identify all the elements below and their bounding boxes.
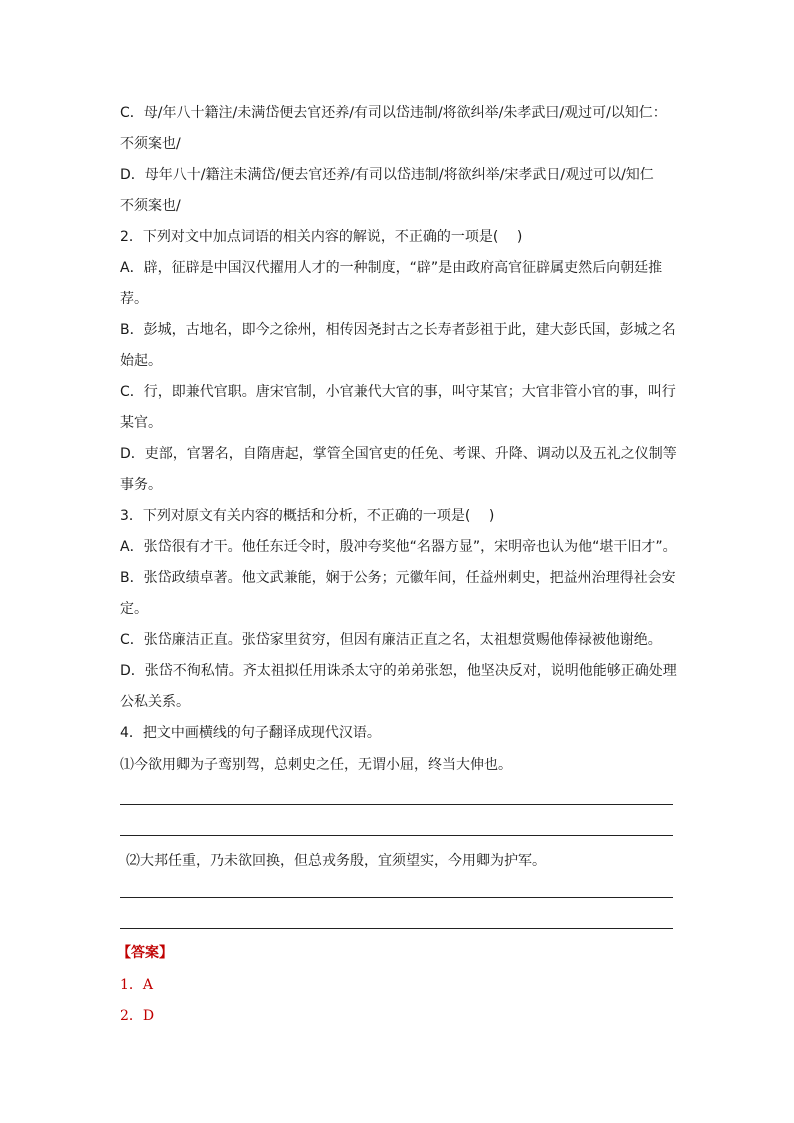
q3-option-a-line1: A．张岱很有才干。他任东迁令时，殷冲夸奖他“名器方显”，宋明帝也认为他“堪干旧才”。 [120,539,677,555]
q2-option-d-line1: D．吏部，官署名，自隋唐起，掌管全国官吏的任免、考课、升降、调动以及五礼之仪制等 [120,446,677,462]
answer-heading: 【答案】 [117,945,173,961]
q3-option-d-line2: 公私关系。 [120,694,190,710]
answer-blank-line [120,835,673,836]
q2-stem: 2．下列对文中加点词语的相关内容的解说，不正确的一项是( ) [120,229,523,245]
q1-option-d-line1: D．母年八十/籍注未满岱/便去官还养/有司以岱违制/将欲纠举/宋孝武日/观过可以/知仁 [120,167,654,183]
q3-option-b-line2: 定。 [120,601,148,617]
q3-option-d-line1: D．张岱不徇私情。齐太祖拟任用诛杀太守的弟弟张恕，他坚决反对，说明他能够正确处理 [120,663,677,679]
q2-option-c-line1: C．行，即兼代官职。唐宋官制，小官兼代大官的事，叫守某官；大官非管小官的事，叫行 [120,384,676,400]
q1-option-c-line1: C．母/年八十籍注/未满岱便去官还养/有司以岱违制/将欲纠举/朱孝武曰/观过可/以知仁： [120,105,667,121]
q2-option-b-line2: 始起。 [120,353,162,369]
q1-option-d-line2: 不须案也/ [120,198,181,214]
answer-blank-line [120,804,673,805]
q2-option-a-line1: A．辟，征辟是中国汉代擢用人才的一种制度，“辟”是由政府高官征辟属吏然后向朝廷推 [120,260,663,276]
q2-option-a-line2: 荐。 [120,291,148,307]
answer-2: 2．D [120,1008,155,1024]
q2-option-b-line1: B．彭城，古地名，即今之徐州，相传因尧封古之长寿者彭祖于此，建大彭氏国，彭城之名 [120,322,676,338]
answer-blank-line [120,897,673,898]
q1-option-c-line2: 不须案也/ [120,136,181,152]
q4-sentence-1: ⑴今欲用卿为子鸾别驾，总刺史之任，无谓小屈，终当大伸也。 [120,757,512,773]
q2-option-d-line2: 事务。 [120,477,162,493]
q2-option-c-line2: 某官。 [120,415,162,431]
q4-sentence-2: ⑵大邦任重，乃未欲回换，但总戎务殷，宜须望实，今用卿为护军。 [126,853,546,869]
q3-option-c-line1: C．张岱廉洁正直。张岱家里贫穷，但因有廉洁正直之名，太祖想赏赐他俸禄被他谢绝。 [120,632,662,648]
q3-option-b-line1: B．张岱政绩卓著。他文武兼能，娴于公务；元徽年间，任益州刺史，把益州治理得社会安 [120,570,676,586]
answer-blank-line [120,928,673,929]
q4-stem: 4．把文中画横线的句子翻译成现代汉语。 [120,725,381,741]
answer-1: 1．A [120,977,154,993]
q3-stem: 3．下列对原文有关内容的概括和分析，不正确的一项是( ) [120,508,495,524]
